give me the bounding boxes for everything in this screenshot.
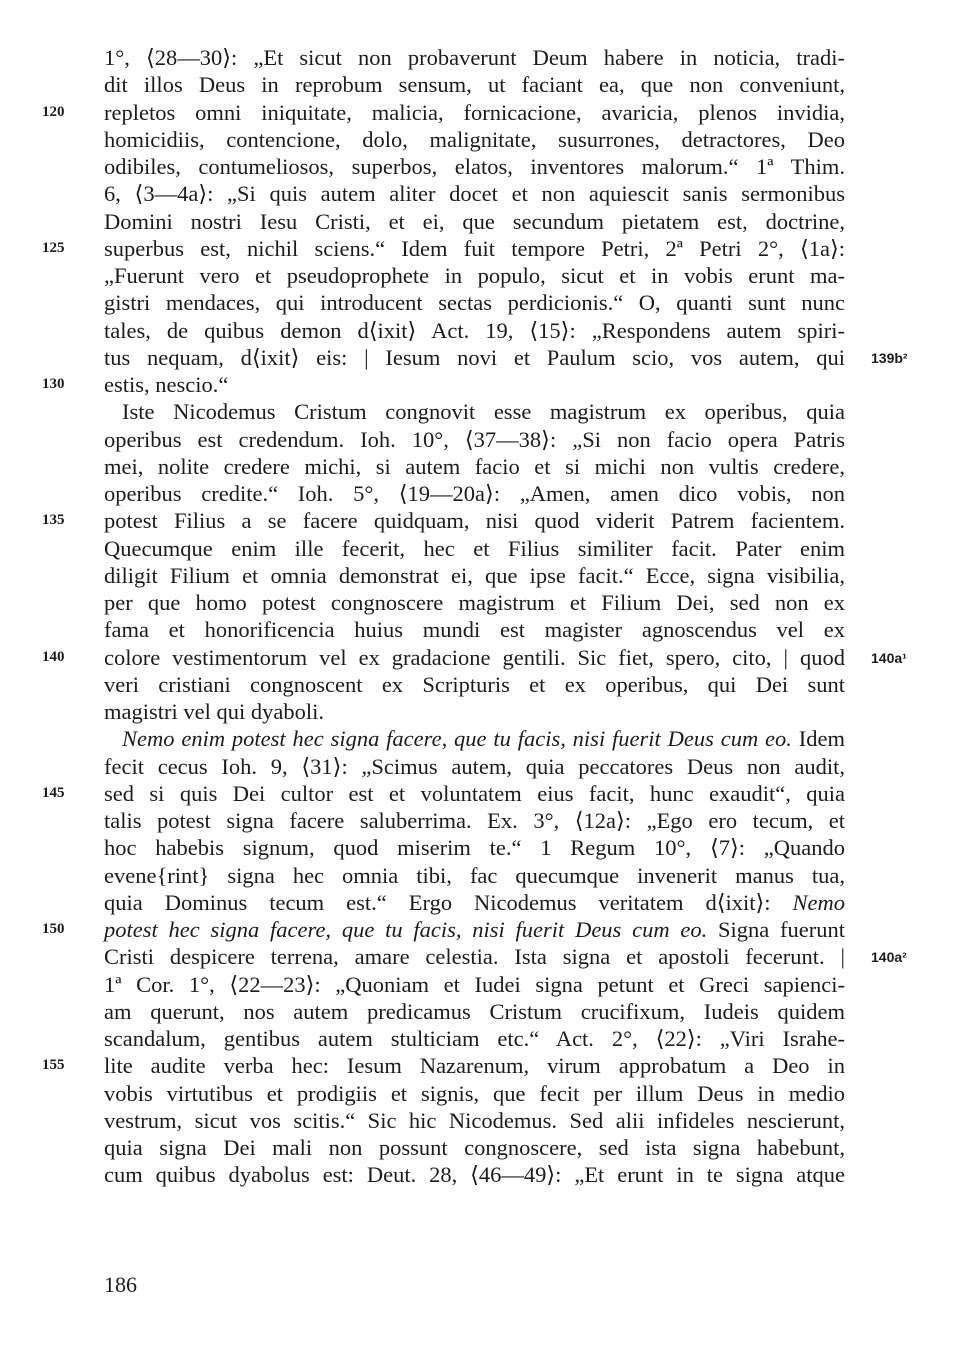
text-line xyxy=(104,863,845,889)
text-segment: operibus credite.“ Ioh. 5°, ⟨19—20a⟩: „Amen, amen dico vobis, non xyxy=(104,481,845,506)
text-segment: superbus est, nichil sciens.“ Idem fuit tempore Petri, 2ª Petri 2°, ⟨1a⟩: xyxy=(104,235,845,261)
text-segment: diligit Filium et omnia demonstrat ei, que ipse facit.“ Ecce, signa visibilia, xyxy=(104,562,845,588)
text-line xyxy=(104,236,845,262)
text-segment: mei, nolite credere michi, si autem facio et si michi non vultis credere, xyxy=(104,453,845,479)
text-line xyxy=(122,399,845,425)
text-segment: vestrum, sicut vos scitis.“ Sic hic Nicodemus. Sed alii infideles nescierunt, xyxy=(104,1107,845,1133)
line-number: 135 xyxy=(42,512,65,529)
text-line xyxy=(104,1081,845,1107)
text-segment: vobis virtutibus et prodigiis et signis, que fecit per illum Deus in medio xyxy=(104,1080,845,1106)
italic-segment: Nemo enim potest hec signa facere, que tu facis, nisi fuerit Deus cum eo. xyxy=(122,726,792,752)
line-number: 120 xyxy=(42,103,65,120)
text-segment: fama et honorificencia huius mundi est magister agnoscendus vel ex xyxy=(104,617,845,643)
text-segment: colore vestimentorum vel ex gradacione gentili. Sic fiet, spero, cito, | quod xyxy=(104,644,845,670)
text-line xyxy=(104,754,845,780)
text-line xyxy=(104,209,845,235)
text-line xyxy=(104,318,845,344)
text-segment: scandalum, gentibus autem stulticiam etc.“ Act. 2°, ⟨22⟩: „Viri Israhe- xyxy=(104,1026,845,1051)
text-segment: quia Dominus tecum est.“ Ergo Nicodemus veritatem d⟨ixit⟩: xyxy=(104,889,793,915)
text-segment: Quecumque enim ille fecerit, hec et Filius similiter facit. Pater enim xyxy=(104,535,845,561)
text-segment: homicidiis, contencione, dolo, malignitate, susurrones, detractores, Deo xyxy=(104,126,845,152)
text-line xyxy=(104,372,845,398)
text-line xyxy=(104,100,845,126)
text-line xyxy=(104,890,845,916)
line-number: 155 xyxy=(42,1057,65,1074)
text-line xyxy=(104,481,845,507)
folio-marker: 139b² xyxy=(871,349,908,366)
text-segment: sed si quis Dei cultor est et voluntatem eius facit, hunc exaudit“, quia xyxy=(104,780,845,806)
text-segment: tales, de quibus demon d⟨ixit⟩ Act. 19, ⟨15⟩: „Respondens autem spiri- xyxy=(104,317,845,343)
text-line xyxy=(104,617,845,643)
text-segment: 6, ⟨3—4a⟩: „Si quis autem aliter docet et non aquiescit sanis sermonibus xyxy=(104,181,845,207)
text-segment: 1ª Cor. 1°, ⟨22—23⟩: „Quoniam et Iudei signa petunt et Greci sapienci- xyxy=(104,971,845,997)
text-segment: talis potest signa facere saluberrima. Ex. 3°, ⟨12a⟩: „Ego ero tecum, et xyxy=(104,808,845,833)
text-line xyxy=(104,72,845,98)
text-line xyxy=(104,1108,845,1134)
text-segment: estis, nescio.“ xyxy=(104,372,229,397)
text-segment: am querunt, nos autem predicamus Cristum crucifixum, Iudeis quidem xyxy=(104,998,845,1024)
text-segment: odibiles, contumeliosos, superbos, elatos, inventores malorum.“ 1ª Thim. xyxy=(104,154,845,179)
text-segment: tus nequam, d⟨ixit⟩ eis: | Iesum novi et Paulum scio, vos autem, qui xyxy=(104,344,845,370)
text-segment: Domini nostri Iesu Cristi, et ei, que secundum pietatem est, doctrine, xyxy=(104,208,845,234)
text-line xyxy=(104,536,845,562)
text-segment: magistri vel qui dyaboli. xyxy=(104,699,324,724)
text-line xyxy=(104,563,845,589)
text-line xyxy=(104,835,845,861)
text-line xyxy=(104,181,845,207)
text-segment: fecit cecus Ioh. 9, ⟨31⟩: „Scimus autem, quia peccatores Deus non audit, xyxy=(104,753,845,779)
text-line xyxy=(104,1026,845,1052)
text-line xyxy=(104,944,845,970)
text-segment: Cristi despicere terrena, amare celestia. Ista signa et apostoli fecerunt. | xyxy=(104,944,845,970)
text-line xyxy=(104,645,845,671)
text-segment: Iste Nicodemus Cristum congnovit esse magistrum ex operibus, quia xyxy=(122,399,845,425)
italic-segment: Nemo xyxy=(792,889,845,915)
text-segment: „Fuerunt vero et pseudoprophete in populo, sicut et in vobis erunt ma- xyxy=(104,263,845,288)
text-segment: operibus est credendum. Ioh. 10°, ⟨37—38⟩: „Si non facio opera Patris xyxy=(104,426,845,452)
line-number: 145 xyxy=(42,784,65,801)
text-line xyxy=(104,45,845,71)
text-segment: lite audite verba hec: Iesum Nazarenum, virum approbatum a Deo in xyxy=(104,1053,845,1079)
text-line xyxy=(104,263,845,289)
text-line xyxy=(104,345,845,371)
text-line xyxy=(104,808,845,834)
text-line xyxy=(104,672,845,698)
text-line xyxy=(104,1053,845,1079)
text-line xyxy=(122,726,845,752)
text-line xyxy=(104,999,845,1025)
text-line xyxy=(104,1162,845,1188)
line-number: 130 xyxy=(42,376,65,392)
text-line xyxy=(104,154,845,180)
line-number: 140 xyxy=(42,648,65,665)
text-line xyxy=(104,917,845,943)
text-segment: per que homo potest congnoscere magistrum et Filium Dei, sed non ex xyxy=(104,590,845,615)
text-segment: evene{rint} signa hec omnia tibi, fac quecumque invenerit manus tua, xyxy=(104,862,845,888)
text-segment: potest Filius a se facere quidquam, nisi quod viderit Patrem facientem. xyxy=(104,508,845,534)
text-segment: repletos omni iniquitate, malicia, fornicacione, avaricia, plenos invidia, xyxy=(104,99,845,125)
text-segment: dit illos Deus in reprobum sensum, ut faciant ea, que non conveniunt, xyxy=(104,72,845,98)
line-number: 125 xyxy=(42,239,65,256)
text-line xyxy=(104,699,845,725)
italic-segment: potest hec signa facere, que tu facis, nisi fuerit Deus cum eo. xyxy=(104,917,708,942)
text-line xyxy=(104,1135,845,1161)
text-segment: Signa fuerunt xyxy=(707,917,845,942)
page-number: 186 xyxy=(104,1272,137,1297)
text-line xyxy=(104,781,845,807)
text-line xyxy=(104,290,845,316)
text-line xyxy=(104,972,845,998)
folio-marker: 140a² xyxy=(871,949,907,966)
text-line xyxy=(104,127,845,153)
text-segment: gistri mendaces, qui introducent sectas perdicionis.“ O, quanti sunt nunc xyxy=(104,290,845,316)
text-segment: veri cristiani congnoscent ex Scripturis et ex operibus, qui Dei sunt xyxy=(104,671,845,697)
text-segment: hoc habebis signum, quod miserim te.“ 1 Regum 10°, ⟨7⟩: „Quando xyxy=(104,835,845,861)
text-segment: cum quibus dyabolus est: Deut. 28, ⟨46—49⟩: „Et erunt in te signa atque xyxy=(104,1162,845,1188)
text-line xyxy=(104,427,845,453)
text-line xyxy=(104,590,845,616)
text-segment: 1°, ⟨28—30⟩: „Et sicut non probaverunt Deum habere in noticia, tradi- xyxy=(104,45,845,70)
folio-marker: 140a¹ xyxy=(871,649,907,666)
text-segment: quia signa Dei mali non possunt congnoscere, sed ista signa habebunt, xyxy=(104,1135,845,1160)
text-line xyxy=(104,454,845,480)
text-segment: Idem xyxy=(791,726,845,752)
text-line xyxy=(104,508,845,534)
line-number: 150 xyxy=(42,921,65,937)
